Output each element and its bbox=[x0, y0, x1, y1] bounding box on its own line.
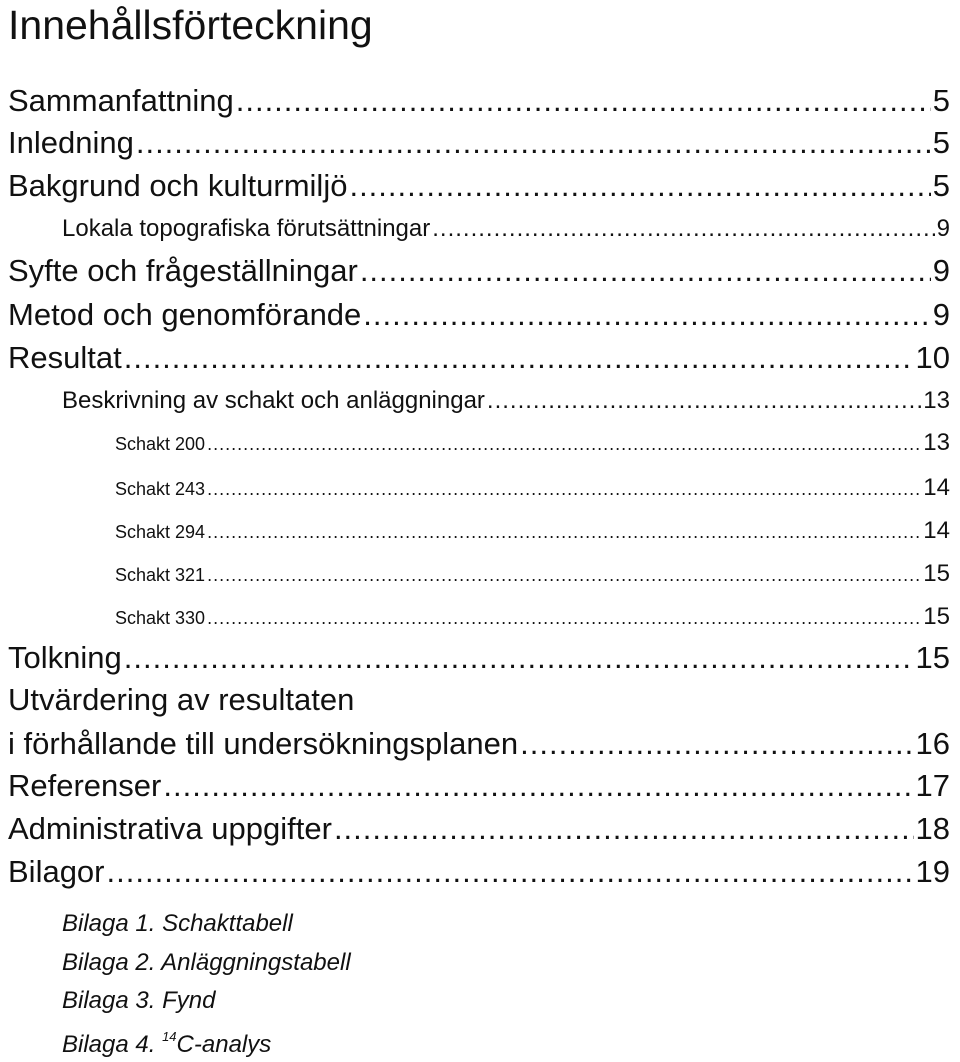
toc-label: Schakt 330 bbox=[115, 608, 206, 628]
toc-page-number: 5 bbox=[932, 168, 950, 203]
toc-label: Inledning bbox=[8, 125, 134, 160]
toc-page-number: 19 bbox=[915, 854, 950, 889]
dot-leader bbox=[207, 602, 921, 634]
toc-entry-utvardering[interactable] bbox=[8, 723, 950, 765]
toc-label: Bilagor bbox=[8, 854, 105, 889]
toc-entry-sammanfattning[interactable] bbox=[8, 80, 950, 122]
toc-entry-referenser[interactable] bbox=[8, 765, 950, 807]
dot-leader bbox=[487, 383, 921, 419]
dot-leader bbox=[334, 808, 914, 850]
toc-entry-schakt-200[interactable] bbox=[115, 427, 950, 459]
toc-label: Administrativa uppgifter bbox=[8, 811, 332, 846]
toc-page-number: 15 bbox=[923, 560, 950, 587]
toc-label: Beskrivning av schakt och anläggningar bbox=[62, 387, 485, 414]
toc-page-number: 14 bbox=[923, 474, 950, 501]
appendix-item-2[interactable]: Bilaga 2. Anläggningstabell bbox=[62, 949, 351, 976]
dot-leader bbox=[124, 337, 914, 379]
dot-leader bbox=[236, 80, 931, 122]
toc-page-number: 13 bbox=[923, 429, 950, 456]
dot-leader bbox=[207, 516, 921, 548]
toc-page-number: 5 bbox=[932, 83, 950, 118]
toc-label: Metod och genomförande bbox=[8, 297, 362, 332]
page-title: Innehållsförteckning bbox=[8, 2, 373, 48]
toc-page-number: 9 bbox=[932, 253, 950, 288]
appendix-item-4[interactable] bbox=[62, 1020, 272, 1058]
toc-page-number: 10 bbox=[915, 340, 950, 375]
toc-label: Resultat bbox=[8, 340, 122, 375]
toc-page-number: 16 bbox=[915, 726, 950, 761]
toc-label: Schakt 243 bbox=[115, 479, 206, 499]
toc-label: Lokala topografiska förutsättningar bbox=[62, 215, 431, 242]
toc-label: Sammanfattning bbox=[8, 83, 234, 118]
dot-leader bbox=[363, 294, 930, 336]
toc-page-number: 9 bbox=[936, 215, 950, 242]
appendix-prefix: Bilaga 4. bbox=[62, 1031, 163, 1058]
toc-entry-inledning[interactable] bbox=[8, 122, 950, 164]
toc-entry-syfte[interactable] bbox=[8, 250, 950, 292]
dot-leader bbox=[163, 765, 913, 807]
toc-label: Syfte och frågeställningar bbox=[8, 253, 358, 288]
toc-entry-schakt-321[interactable] bbox=[115, 558, 950, 590]
toc-entry-schakt-243[interactable] bbox=[115, 472, 950, 504]
toc-entry-resultat[interactable] bbox=[8, 337, 950, 379]
toc-entry-beskrivning[interactable] bbox=[62, 383, 950, 419]
toc-entry-schakt-294[interactable] bbox=[115, 515, 950, 547]
dot-leader bbox=[432, 211, 934, 247]
toc-page-number: 15 bbox=[915, 640, 950, 675]
dot-leader bbox=[124, 637, 914, 679]
toc-page-number: 5 bbox=[932, 125, 950, 160]
toc-entry-bilagor[interactable] bbox=[8, 851, 950, 893]
dot-leader bbox=[349, 165, 930, 207]
toc-entry-bakgrund[interactable] bbox=[8, 165, 950, 207]
toc-page-number: 18 bbox=[915, 811, 950, 846]
dot-leader bbox=[360, 250, 931, 292]
toc-label: Referenser bbox=[8, 768, 162, 803]
toc-label: Bakgrund och kulturmiljö bbox=[8, 168, 348, 203]
toc-label: i förhållande till undersökningsplanen bbox=[8, 726, 519, 761]
dot-leader bbox=[520, 723, 913, 765]
dot-leader bbox=[107, 851, 914, 893]
toc-page-number: 17 bbox=[915, 768, 950, 803]
toc-entry-tolkning[interactable] bbox=[8, 637, 950, 679]
appendix-item-3[interactable]: Bilaga 3. Fynd bbox=[62, 987, 216, 1014]
toc-entry-lokala-topografiska[interactable] bbox=[62, 211, 950, 247]
dot-leader bbox=[207, 559, 921, 591]
toc-label: Schakt 321 bbox=[115, 565, 206, 585]
toc-entry-administrativa[interactable] bbox=[8, 808, 950, 850]
appendix-suffix: C-analys bbox=[176, 1031, 272, 1058]
toc-page-number: 13 bbox=[923, 387, 950, 414]
dot-leader bbox=[136, 122, 931, 164]
toc-page-number: 14 bbox=[923, 517, 950, 544]
toc-label: Schakt 200 bbox=[115, 434, 206, 454]
toc-entry-metod[interactable] bbox=[8, 294, 950, 336]
toc-page-number: 15 bbox=[923, 603, 950, 630]
isotope-superscript: 14 bbox=[162, 1029, 177, 1044]
dot-leader bbox=[207, 428, 921, 460]
dot-leader bbox=[207, 473, 921, 505]
toc-entry-schakt-330[interactable] bbox=[115, 601, 950, 633]
toc-label: Schakt 294 bbox=[115, 522, 206, 542]
toc-page-number: 9 bbox=[932, 297, 950, 332]
toc-entry-utvardering-line1[interactable]: Utvärdering av resultaten bbox=[8, 682, 355, 717]
toc-label: Tolkning bbox=[8, 640, 122, 675]
appendix-item-1[interactable]: Bilaga 1. Schakttabell bbox=[62, 910, 293, 937]
